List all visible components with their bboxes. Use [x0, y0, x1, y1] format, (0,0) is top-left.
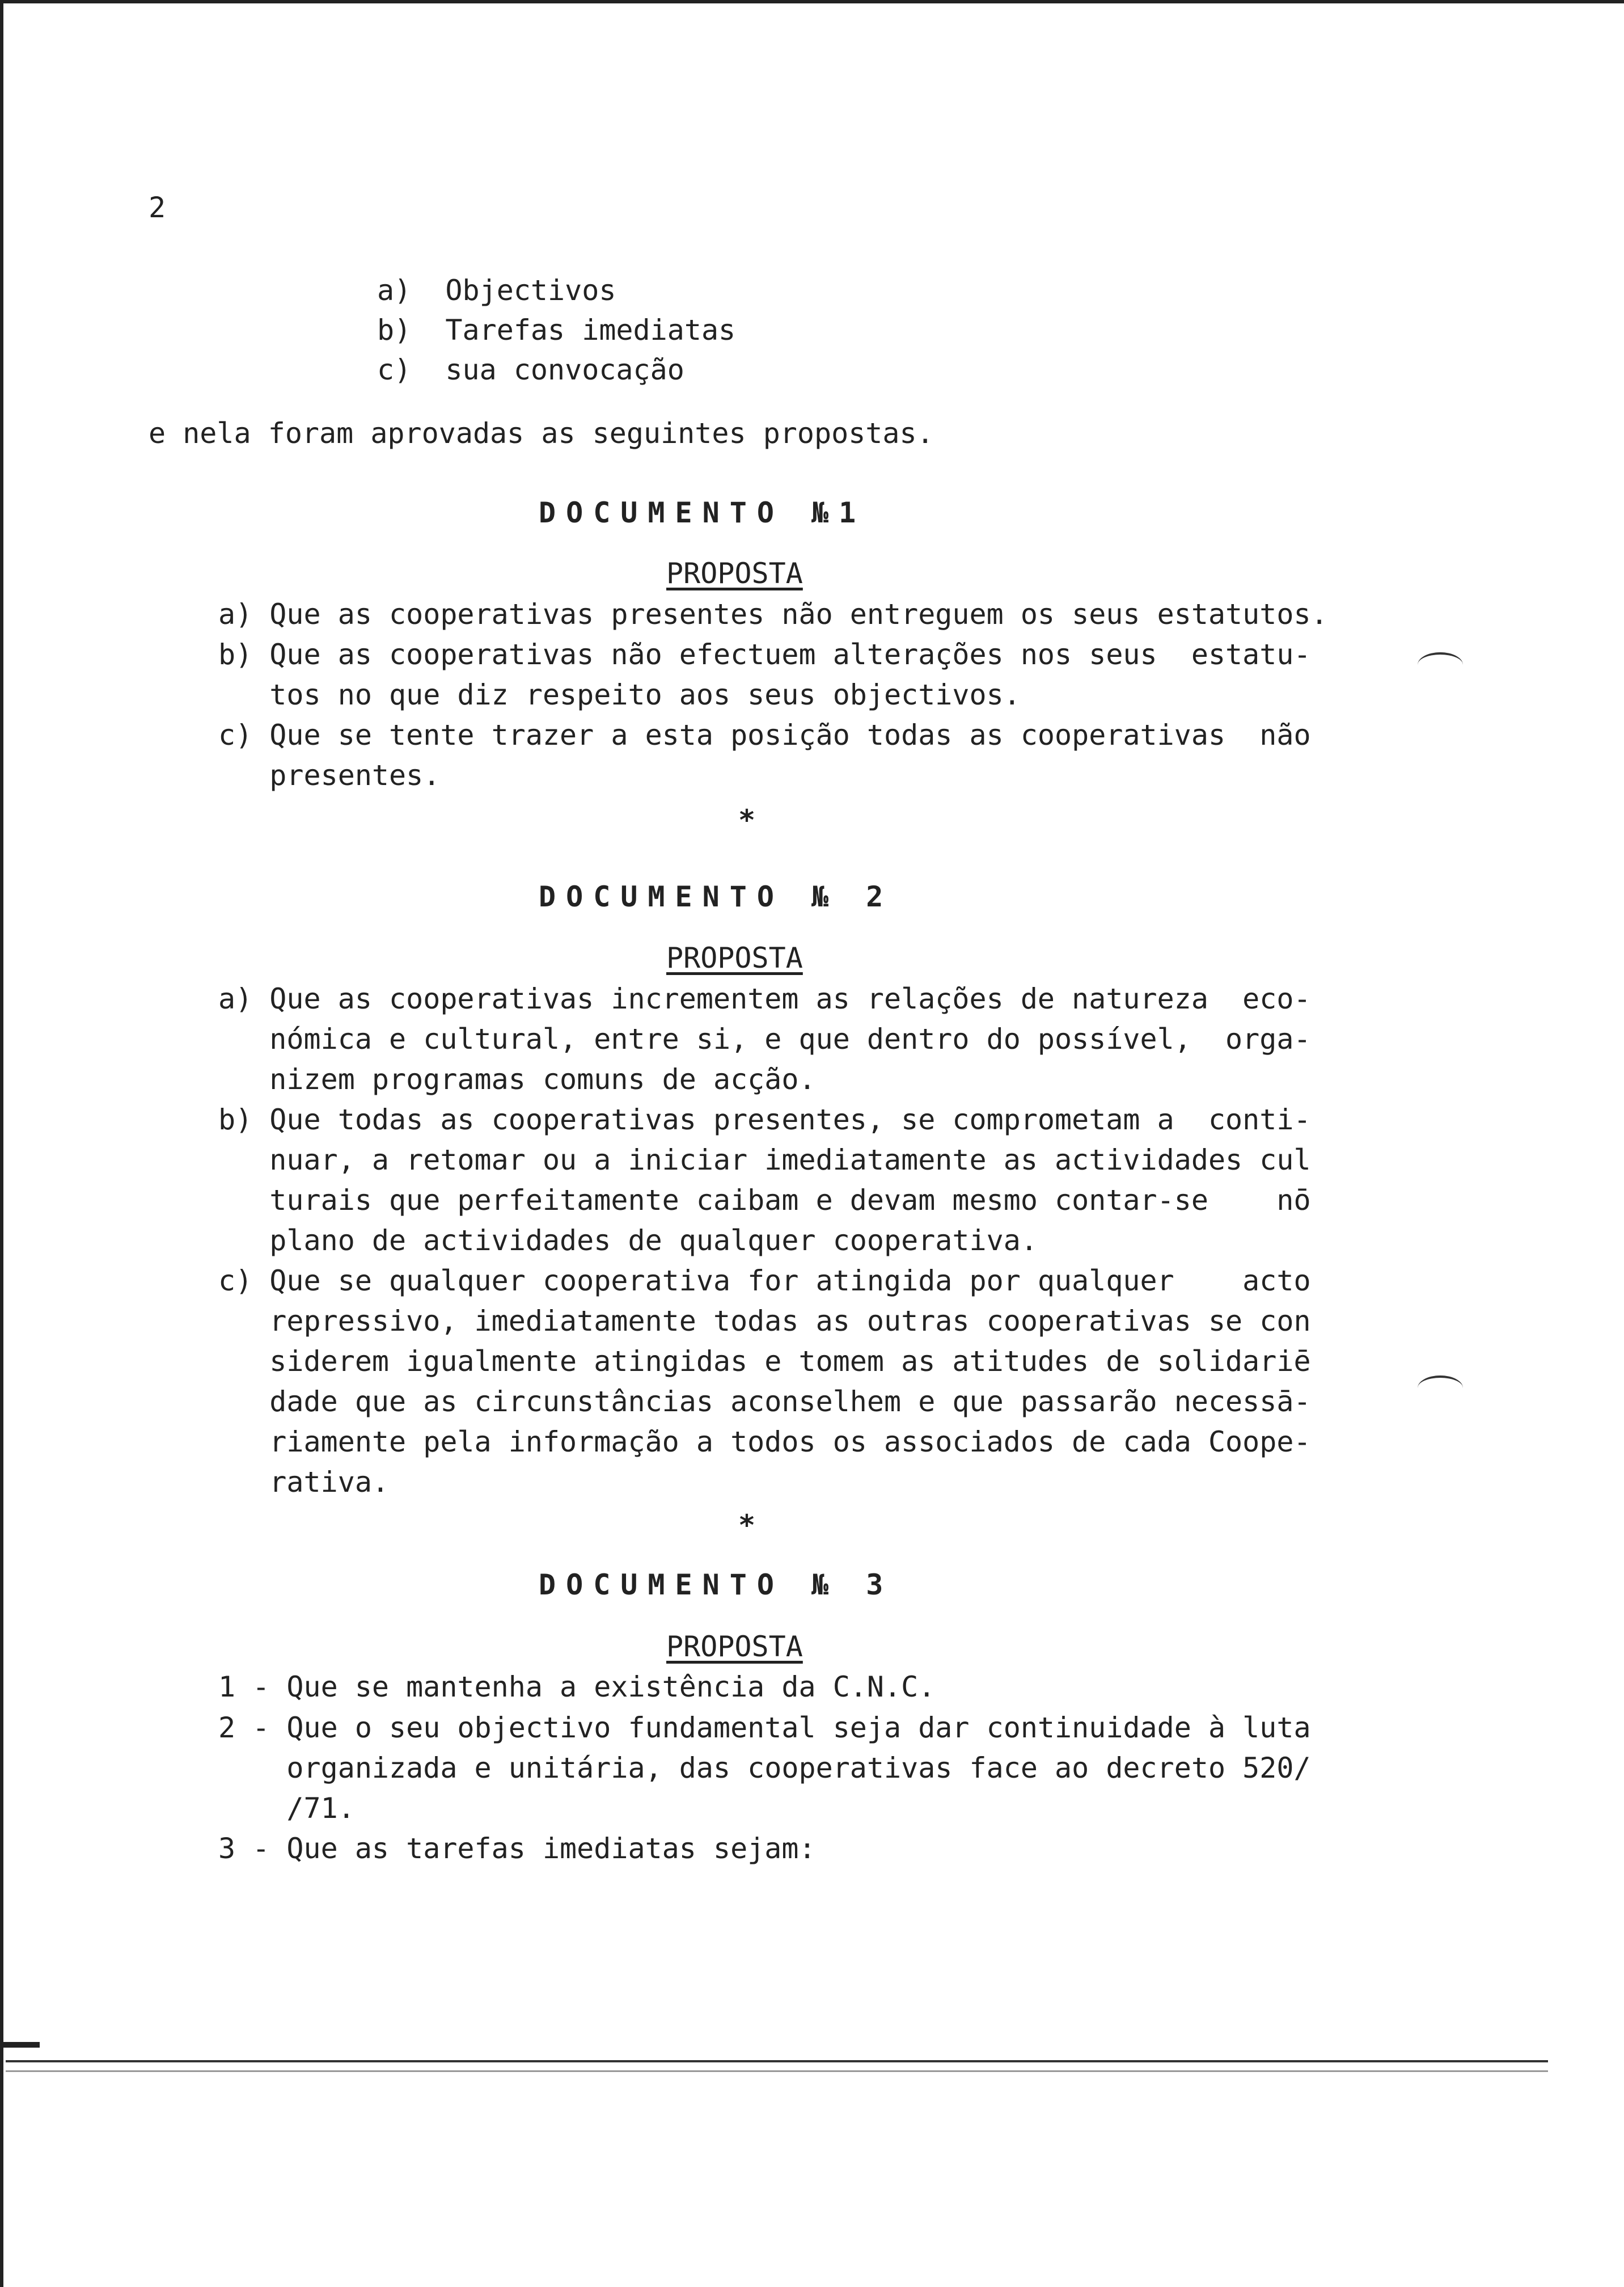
page-number: 2: [149, 191, 166, 224]
doc2-proposta: PROPOSTA: [666, 942, 803, 974]
doc3-proposta: PROPOSTA: [666, 1630, 803, 1663]
doc2-line: repressivo, imediatamente todas as outras cooperativas se con: [218, 1305, 1311, 1337]
page-edge-top: [0, 0, 1624, 3]
doc1-line: presentes.: [218, 759, 441, 792]
doc2-line: turais que perfeitamente caibam e devam mesmo contar-se nō: [218, 1184, 1311, 1217]
doc2-line: a) Que as cooperativas incrementem as relações de natureza eco-: [218, 982, 1311, 1015]
doc1-line: tos no que diz respeito aos seus objectivos.: [218, 678, 1021, 711]
doc2-line: plano de actividades de qualquer cooperativa.: [218, 1224, 1038, 1257]
agenda-item: a) Objectivos: [377, 274, 616, 307]
doc2-line: nuar, a retomar ou a iniciar imediatamente as actividades cul: [218, 1144, 1311, 1176]
separator-star: *: [738, 804, 756, 837]
doc3-line: /71.: [218, 1792, 355, 1825]
doc1-line: a) Que as cooperativas presentes não entreguem os seus estatutos.: [218, 598, 1328, 631]
doc1-heading: DOCUMENTO №1: [539, 496, 866, 529]
doc2-line: c) Que se qualquer cooperativa for atingida por qualquer acto: [218, 1264, 1311, 1297]
doc3-line: 1 - Que se mantenha a existência da C.N.C.: [218, 1670, 936, 1703]
page-edge-left: [0, 0, 3, 2287]
doc2-line: nómica e cultural, entre si, e que dentro do possível, orga-: [218, 1023, 1311, 1056]
doc2-line: siderem igualmente atingidas e tomem as atitudes de solidariē: [218, 1345, 1311, 1378]
doc3-line: 2 - Que o seu objectivo fundamental seja dar continuidade à luta: [218, 1711, 1311, 1744]
doc2-line: b) Que todas as cooperativas presentes, se comprometam a conti-: [218, 1103, 1311, 1136]
doc2-line: dade que as circunstâncias aconselhem e que passarão necessā-: [218, 1385, 1311, 1418]
bottom-rule: [6, 2060, 1548, 2062]
doc2-line: riamente pela informação a todos os associados de cada Coope-: [218, 1425, 1311, 1458]
page-tick-mark: [0, 2042, 40, 2048]
separator-star: *: [738, 1509, 756, 1542]
doc2-line: nizem programas comuns de acção.: [218, 1063, 816, 1096]
doc1-proposta: PROPOSTA: [666, 557, 803, 590]
intro-line: e nela foram aprovadas as seguintes propostas.: [149, 417, 934, 450]
agenda-item: c) sua convocação: [377, 353, 684, 386]
doc2-line: rativa.: [218, 1466, 390, 1499]
doc2-heading: DOCUMENTO № 2: [539, 880, 894, 913]
doc1-line: b) Que as cooperativas não efectuem alterações nos seus estatu-: [218, 638, 1311, 671]
doc3-line: 3 - Que as tarefas imediatas sejam:: [218, 1832, 816, 1865]
doc3-line: organizada e unitária, das cooperativas face ao decreto 520/: [218, 1752, 1311, 1784]
doc1-line: c) Que se tente trazer a esta posição todas as cooperativas não: [218, 719, 1311, 752]
bottom-rule-shadow: [6, 2070, 1548, 2072]
margin-mark-1: [1418, 652, 1463, 677]
agenda-item: b) Tarefas imediatas: [377, 314, 736, 347]
margin-mark-2: [1418, 1375, 1463, 1400]
doc3-heading: DOCUMENTO № 3: [539, 1568, 894, 1601]
